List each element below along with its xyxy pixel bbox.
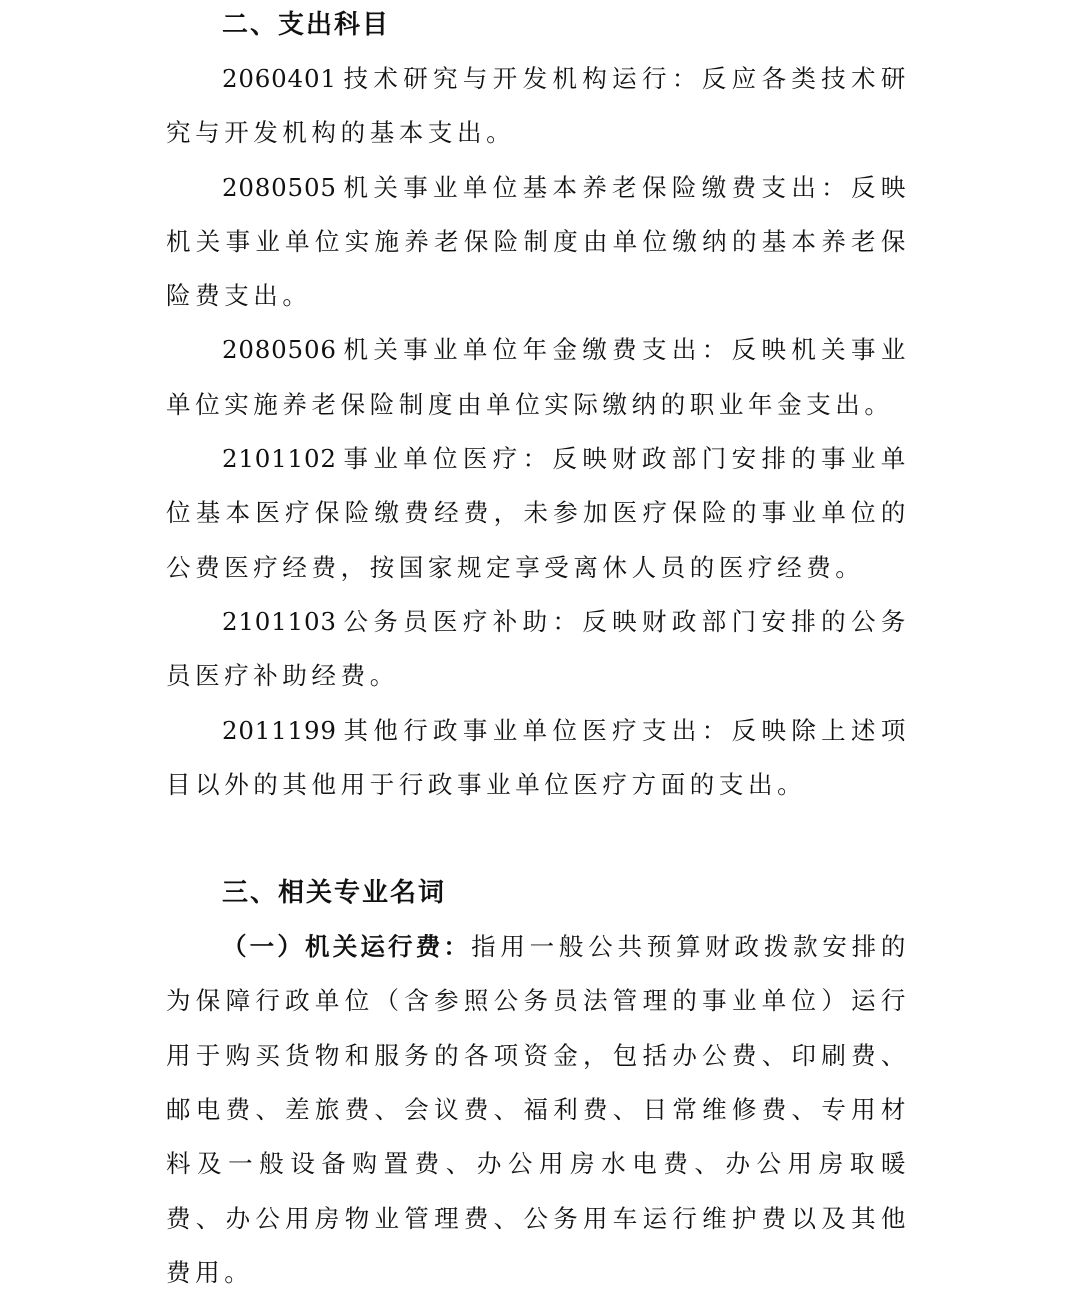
item-description: 事业单位医疗：反映财政部门安排的事业单位基本医疗保险缴费经费，未参加医疗保险的事业单位的公费医疗经费，按国家规定享受离休人员的医疗经费。 <box>166 444 910 582</box>
item-code: 2101102 <box>222 444 337 474</box>
expenditure-item <box>166 595 910 704</box>
item-code: 2080505 <box>222 172 337 202</box>
term-description: 指用一般公共预算财政拨款安排的为保障行政单位（含参照公务员法管理的事业单位）运行用于购买货物和服务的各项资金，包括办公费、印刷费、邮电费、差旅费、会议费、福利费、日常维修费、专用材料及一般设备购置费、办公用房水电费、办公用房取暖费、办公用房物业管理费、公务用车运行维护费以及其他费用。 <box>166 932 911 1287</box>
item-description: 公务员医疗补助：反映财政部门安排的公务员医疗补助经费。 <box>166 606 910 691</box>
term-label: （一）机关运行费： <box>222 932 472 962</box>
item-description: 其他行政事业单位医疗支出：反映除上述项目以外的其他用于行政事业单位医疗方面的支出。 <box>166 715 910 799</box>
section-spacer <box>166 812 910 868</box>
term-definition <box>166 920 910 1300</box>
expenditure-item <box>166 704 910 813</box>
item-description: 技术研究与开发机构运行：反应各类技术研究与开发机构的基本支出。 <box>166 64 910 148</box>
item-code: 2101103 <box>222 606 337 636</box>
item-code: 2011199 <box>222 715 337 745</box>
section-heading-expenditure-items: 二、支出科目 <box>222 10 391 40</box>
item-description: 机关事业单位年金缴费支出：反映机关事业单位实施养老保险制度由单位实际缴纳的职业年金支出。 <box>166 335 910 419</box>
section-heading-related-terms: 三、相关专业名词 <box>222 878 447 909</box>
expenditure-item <box>166 52 910 161</box>
expenditure-item <box>166 432 910 595</box>
item-code: 2080506 <box>222 335 337 365</box>
item-code: 2060401 <box>222 64 337 93</box>
document-page <box>166 0 910 1300</box>
expenditure-item <box>166 161 910 324</box>
expenditure-item <box>166 323 910 432</box>
item-description: 机关事业单位基本养老保险缴费支出：反映机关事业单位实施养老保险制度由单位缴纳的基本养老保险费支出。 <box>166 172 910 311</box>
